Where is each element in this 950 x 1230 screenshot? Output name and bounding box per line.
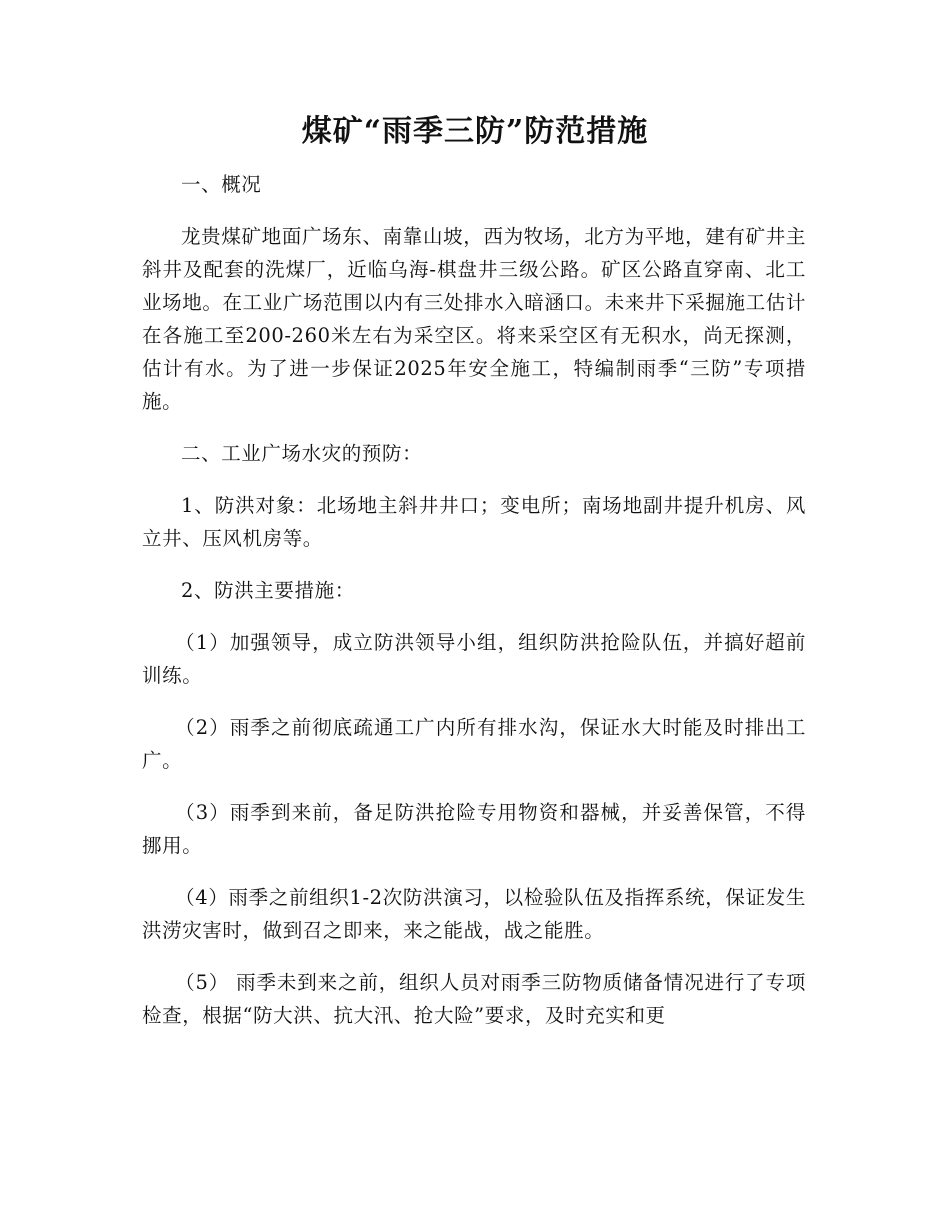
document-title: 煤矿“雨季三防”防范措施 (301, 114, 649, 149)
flood-targets-paragraph: 1、防洪对象：北场地主斜井井口；变电所；南场地副井提升机房、风立井、压风机房等。 (142, 494, 806, 550)
section-heading-overview: 一、概况 (181, 173, 262, 196)
document-body (142, 168, 806, 1051)
measure-item-5: （5） 雨季未到来之前，组织人员对雨季三防物质储备情况进行了专项检查，根据“防大洪、抗大汛、抢大险”要求，及时充实和更 (142, 971, 806, 1027)
overview-paragraph: 龙贵煤矿地面广场东、南靠山坡，西为牧场，北方为平地，建有矿井主斜井及配套的洗煤厂，近临乌海-棋盘井三级公路。矿区公路直穿南、北工业场地。在工业广场范围以内有三处排水入暗涵口。未来井下采掘施工估计在各施工至200-260米左右为采空区。将来采空区有无积水，尚无探测，估计有水。为了进一步保证2025年安全施工，特编制雨季“三防”专项措施。 (142, 225, 806, 413)
section-heading-flood-prevention: 二、工业广场水灾的预防： (181, 442, 423, 465)
measure-item-4: （4）雨季之前组织1-2次防洪演习，以检验队伍及指挥系统，保证发生洪涝灾害时，做到召之即来，来之能战，战之能胜。 (142, 886, 806, 942)
measure-item-3: （3）雨季到来前，备足防洪抢险专用物资和器械，并妥善保管，不得挪用。 (142, 801, 806, 857)
measure-item-2: （2）雨季之前彻底疏通工广内所有排水沟，保证水大时能及时排出工广。 (142, 716, 806, 772)
measure-item-1: （1）加强领导，成立防洪领导小组，组织防洪抢险队伍，并搞好超前训练。 (142, 631, 806, 687)
flood-measures-heading: 2、防洪主要措施： (181, 579, 355, 602)
